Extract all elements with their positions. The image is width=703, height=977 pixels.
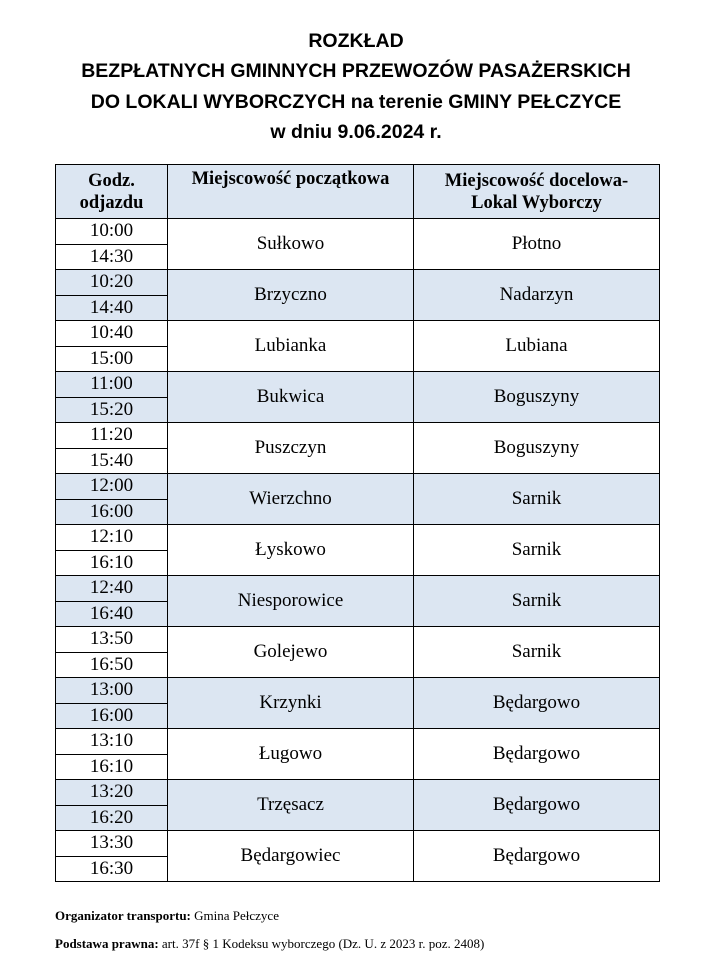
departure-time-1: 12:40 bbox=[56, 576, 168, 602]
header-destination-line-1: Miejscowość docelowa- bbox=[444, 170, 629, 191]
table-row bbox=[56, 627, 660, 653]
departure-time-1: 12:00 bbox=[56, 474, 168, 500]
title-line-2: BEZPŁATNYCH GMINNYCH PRZEWOZÓW PASAŻERSKICH bbox=[81, 60, 631, 83]
origin-cell: Golejewo bbox=[168, 627, 414, 678]
legal-basis-note bbox=[55, 936, 484, 952]
departure-time-2: 15:20 bbox=[56, 397, 168, 423]
departure-time-2: 16:10 bbox=[56, 754, 168, 780]
destination-cell: Będargowo bbox=[414, 831, 660, 882]
departure-time-2: 16:40 bbox=[56, 601, 168, 627]
table-row bbox=[56, 474, 660, 500]
destination-cell: Sarnik bbox=[414, 627, 660, 678]
document-title bbox=[0, 26, 703, 147]
departure-time-1: 12:10 bbox=[56, 525, 168, 551]
header-time-line-1: Godz. bbox=[88, 170, 135, 191]
header-departure-time bbox=[56, 165, 168, 219]
departure-time-1: 10:20 bbox=[56, 270, 168, 296]
origin-cell: Brzyczno bbox=[168, 270, 414, 321]
table-row bbox=[56, 372, 660, 398]
destination-cell: Sarnik bbox=[414, 474, 660, 525]
departure-time-1: 10:40 bbox=[56, 321, 168, 347]
departure-time-2: 16:00 bbox=[56, 703, 168, 729]
organizer-note bbox=[55, 908, 279, 924]
origin-cell: Krzynki bbox=[168, 678, 414, 729]
table-row bbox=[56, 423, 660, 449]
destination-cell: Będargowo bbox=[414, 780, 660, 831]
origin-cell: Puszczyn bbox=[168, 423, 414, 474]
destination-cell: Będargowo bbox=[414, 729, 660, 780]
departure-time-2: 15:40 bbox=[56, 448, 168, 474]
departure-time-2: 16:20 bbox=[56, 805, 168, 831]
table-row bbox=[56, 831, 660, 857]
header-destination bbox=[414, 165, 660, 219]
origin-cell: Ługowo bbox=[168, 729, 414, 780]
header-row bbox=[56, 165, 660, 219]
departure-time-1: 10:00 bbox=[56, 219, 168, 245]
origin-cell: Będargowiec bbox=[168, 831, 414, 882]
organizer-label: Organizator transportu: bbox=[55, 908, 191, 923]
departure-time-2: 14:40 bbox=[56, 295, 168, 321]
legal-label: Podstawa prawna: bbox=[55, 936, 159, 951]
organizer-value: Gmina Pełczyce bbox=[190, 908, 279, 923]
departure-time-1: 11:00 bbox=[56, 372, 168, 398]
origin-cell: Niesporowice bbox=[168, 576, 414, 627]
departure-time-1: 13:30 bbox=[56, 831, 168, 857]
legal-value: art. 37f § 1 Kodeksu wyborczego (Dz. U. z 2023 r. poz. 2408) bbox=[158, 936, 485, 951]
title-line-1: ROZKŁAD bbox=[308, 30, 404, 52]
table-row bbox=[56, 525, 660, 551]
departure-time-2: 16:30 bbox=[56, 856, 168, 882]
departure-time-2: 15:00 bbox=[56, 346, 168, 372]
title-line-3: DO LOKALI WYBORCZYCH na terenie GMINY PEŁCZYCE bbox=[90, 90, 622, 113]
title-line-4: w dniu 9.06.2024 r. bbox=[270, 120, 442, 143]
departure-time-2: 16:10 bbox=[56, 550, 168, 576]
schedule-table bbox=[55, 164, 660, 882]
origin-cell: Wierzchno bbox=[168, 474, 414, 525]
origin-cell: Trzęsacz bbox=[168, 780, 414, 831]
table-row bbox=[56, 219, 660, 245]
departure-time-1: 11:20 bbox=[56, 423, 168, 449]
origin-cell: Lubianka bbox=[168, 321, 414, 372]
table-row bbox=[56, 321, 660, 347]
departure-time-2: 14:30 bbox=[56, 244, 168, 270]
destination-cell: Płotno bbox=[414, 219, 660, 270]
destination-cell: Sarnik bbox=[414, 525, 660, 576]
header-origin bbox=[168, 165, 414, 219]
departure-time-1: 13:10 bbox=[56, 729, 168, 755]
destination-cell: Lubiana bbox=[414, 321, 660, 372]
destination-cell: Sarnik bbox=[414, 576, 660, 627]
departure-time-2: 16:50 bbox=[56, 652, 168, 678]
destination-cell: Nadarzyn bbox=[414, 270, 660, 321]
header-time-line-2: odjazdu bbox=[79, 192, 144, 213]
header-destination-line-2: Lokal Wyborczy bbox=[471, 192, 602, 213]
header-origin-label: Miejscowość początkowa bbox=[191, 169, 390, 189]
table-row bbox=[56, 780, 660, 806]
table-row bbox=[56, 576, 660, 602]
departure-time-1: 13:20 bbox=[56, 780, 168, 806]
departure-time-1: 13:50 bbox=[56, 627, 168, 653]
table-row bbox=[56, 270, 660, 296]
table-row bbox=[56, 678, 660, 704]
departure-time-1: 13:00 bbox=[56, 678, 168, 704]
departure-time-2: 16:00 bbox=[56, 499, 168, 525]
table-row bbox=[56, 729, 660, 755]
origin-cell: Łyskowo bbox=[168, 525, 414, 576]
destination-cell: Będargowo bbox=[414, 678, 660, 729]
origin-cell: Sułkowo bbox=[168, 219, 414, 270]
destination-cell: Boguszyny bbox=[414, 423, 660, 474]
destination-cell: Boguszyny bbox=[414, 372, 660, 423]
origin-cell: Bukwica bbox=[168, 372, 414, 423]
